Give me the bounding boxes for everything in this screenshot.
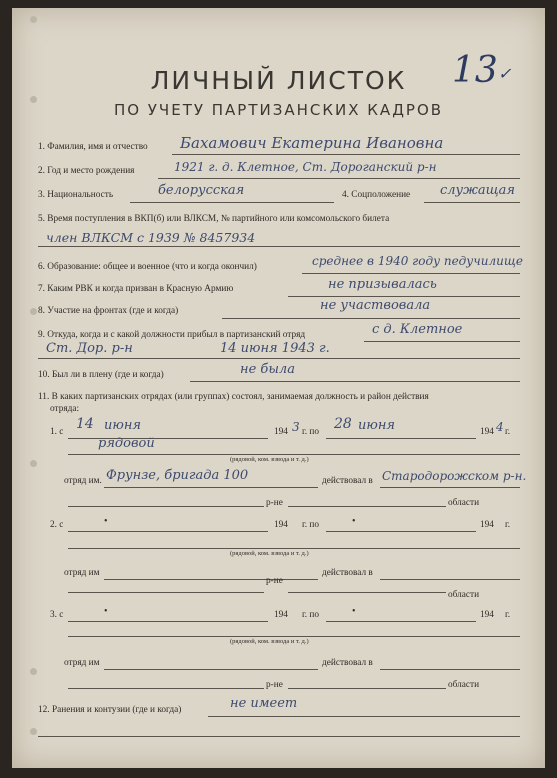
district-label: р-не (266, 498, 283, 508)
to-year-prefix: 194 (480, 610, 494, 620)
field-value-captivity: не была (240, 362, 295, 377)
blank-mark: • (352, 606, 356, 617)
to-year-digit: 4 (496, 420, 504, 434)
position-caption: (рядовой, ком. взвода и т. д.) (230, 456, 309, 463)
field-line (104, 487, 318, 488)
acted-label: действовал в (322, 568, 373, 578)
field-line (288, 592, 446, 593)
field-value-education: среднее в 1940 году педучилище (312, 254, 523, 268)
field-line (380, 487, 520, 488)
year-suffix: г. (505, 610, 511, 620)
field-line (38, 246, 520, 247)
field-label-birth: 2. Год и место рождения (38, 166, 135, 176)
form-title: ЛИЧНЫЙ ЛИСТОК (150, 66, 407, 95)
field-line (172, 154, 520, 155)
field-line (288, 688, 446, 689)
field-line (288, 296, 520, 297)
field-label-social-status: 4. Соцположение (342, 190, 411, 200)
partisan-personal-record-sheet (12, 8, 545, 768)
field-line (302, 273, 520, 274)
field-label-army: 7. Каким РВК и когда призван в Красную Армию (38, 284, 234, 294)
field-value-arrival-place: с д. Клетное (372, 322, 463, 337)
field-line (68, 592, 264, 593)
region-label: области (448, 498, 480, 508)
service-number: 1. с (50, 427, 64, 437)
field-line (68, 454, 520, 455)
field-line (68, 636, 520, 637)
field-value-party: член ВЛКСМ с 1939 № 8457934 (46, 230, 256, 245)
form-subtitle: ПО УЧЕТУ ПАРТИЗАНСКИХ КАДРОВ (113, 101, 444, 119)
to-prefix: г. по (302, 520, 320, 530)
from-year-prefix: 194 (274, 610, 288, 620)
field-label-party: 5. Время поступления в ВКП(б) или ВЛКСМ, № партийного или комсомольского билета (38, 214, 390, 224)
field-label-education: 6. Образование: общее и военное (что и когда окончил) (38, 262, 257, 272)
acted-label: действовал в (322, 476, 373, 486)
field-value-birth: 1921 г. д. Клетное, Ст. Дороганский р-н (174, 160, 437, 174)
blank-mark: • (104, 606, 108, 617)
field-line (364, 341, 520, 342)
field-value-social-status: служащая (440, 183, 515, 198)
field-line (288, 506, 446, 507)
field-value-name: Бахамович Екатерина Ивановна (180, 134, 444, 152)
field-line (104, 669, 318, 670)
field-label-nationality: 3. Национальность (38, 190, 114, 200)
field-label-fronts: 8. Участие на фронтах (где и когда) (38, 306, 179, 316)
unit-value: Фрунзе, бригада 100 (106, 468, 249, 483)
from-day: 14 (76, 416, 94, 432)
service-number: 2. с (50, 520, 64, 530)
field-value-fronts: не участвовала (320, 298, 431, 313)
acted-label: действовал в (322, 658, 373, 668)
district-label: р-не (266, 576, 283, 586)
to-year-prefix: 194 (480, 427, 494, 437)
field-line (222, 318, 520, 319)
field-value-army: не призывалась (328, 277, 437, 292)
field-value-wounds: не имеет (230, 696, 298, 711)
to-month: июня (358, 418, 395, 433)
field-value-arrival-district: Ст. Дор. р-н (46, 341, 133, 356)
check-mark: ✓ (498, 64, 512, 83)
punch-hole (30, 728, 37, 735)
position-caption: (рядовой, ком. взвода и т. д.) (230, 638, 309, 645)
to-day: 28 (334, 416, 352, 432)
field-line (104, 579, 318, 580)
field-label-detachments-cont: отряда: (50, 404, 80, 414)
punch-hole (30, 460, 37, 467)
field-value-arrival-date: 14 июня 1943 г. (220, 341, 330, 356)
to-prefix: г. по (302, 610, 320, 620)
field-line (68, 621, 268, 622)
to-year-prefix: 194 (480, 520, 494, 530)
field-label-captivity: 10. Был ли в плену (где и когда) (38, 370, 164, 380)
field-line (208, 716, 520, 717)
service-number: 3. с (50, 610, 64, 620)
punch-hole (30, 668, 37, 675)
region-label: области (448, 590, 480, 600)
punch-hole (30, 308, 37, 315)
from-year-digit: 3 (292, 420, 300, 434)
blank-mark: • (104, 516, 108, 527)
field-line (68, 531, 268, 532)
field-line (326, 531, 476, 532)
position-caption: (рядовой, ком. взвода и т. д.) (230, 550, 309, 557)
field-line (380, 669, 520, 670)
unit-label: отряд им. (64, 476, 102, 486)
acted-value: Стародорожском р-н. (382, 469, 527, 483)
blank-mark: • (352, 516, 356, 527)
year-suffix: г. (505, 520, 511, 530)
unit-label: отряд им (64, 568, 100, 578)
district-label: р-не (266, 680, 283, 690)
field-label-detachments: 11. В каких партизанских отрядах (или группах) состоял, занимаемая должность и район действия (38, 392, 429, 402)
field-line (190, 381, 520, 382)
unit-label: отряд им (64, 658, 100, 668)
from-month: июня (104, 418, 141, 433)
from-year-prefix: 194 (274, 427, 288, 437)
handwritten-corner-mark: 13 (452, 50, 498, 91)
field-line (326, 621, 476, 622)
region-label: области (448, 680, 480, 690)
field-line (68, 548, 520, 549)
field-label-name: 1. Фамилия, имя и отчество (38, 142, 148, 152)
to-prefix: г. по (302, 427, 320, 437)
field-value-nationality: белорусская (158, 183, 245, 198)
field-line (158, 178, 520, 179)
field-label-arrival: 9. Откуда, когда и с какой должности прибыл в партизанский отряд (38, 330, 306, 340)
field-line (424, 202, 520, 203)
year-suffix: г. (505, 427, 511, 437)
field-line (38, 358, 520, 359)
field-line (68, 688, 264, 689)
field-line (326, 438, 476, 439)
field-line (68, 506, 264, 507)
field-line (130, 202, 334, 203)
field-line (38, 736, 520, 737)
field-label-wounds: 12. Ранения и контузии (где и когда) (38, 705, 182, 715)
position-value: рядовой (98, 436, 155, 451)
punch-hole (30, 16, 37, 23)
field-line (380, 579, 520, 580)
from-year-prefix: 194 (274, 520, 288, 530)
